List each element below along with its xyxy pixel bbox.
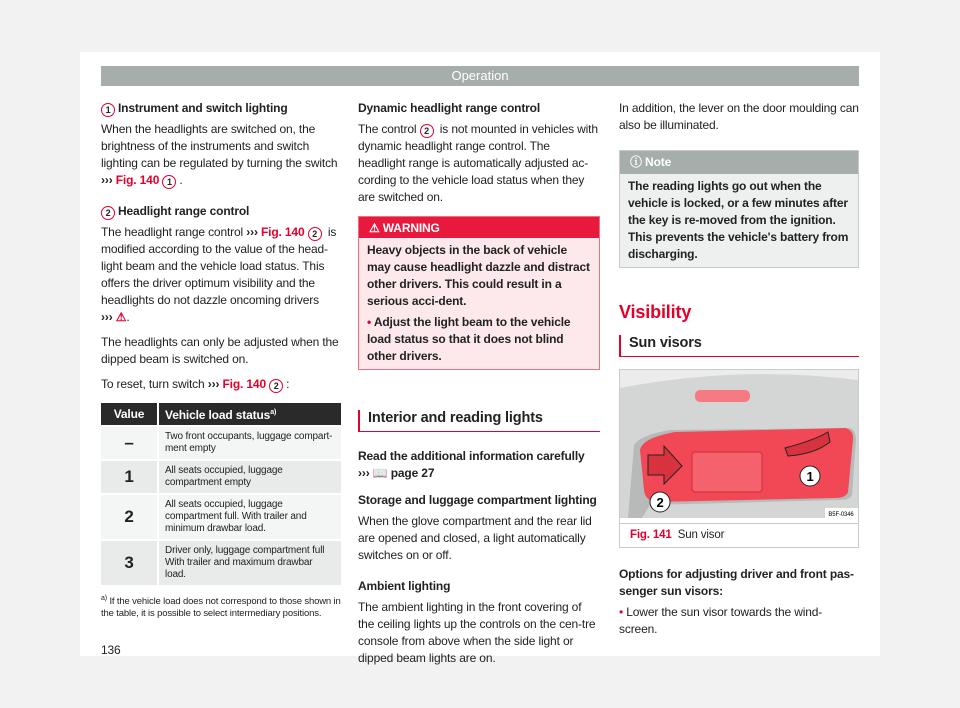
callout-2-icon: 2: [269, 379, 283, 393]
page-link[interactable]: page 27: [390, 466, 435, 480]
text: is not mounted in vehicles with dynamic headlight range control. The headlight range is automatically adjusted ac-cording to the vehicle load status when they are switched on.: [358, 122, 598, 204]
load-status-table: [101, 401, 341, 587]
running-header: Operation: [101, 66, 859, 86]
options-title: Options for adjusting driver and front pas-senger sun visors:: [619, 567, 854, 598]
bullet-icon: •: [367, 315, 372, 329]
cell-value: –: [101, 427, 159, 459]
section-instrument-lighting-title: [101, 100, 341, 117]
warning-bullet: [367, 314, 591, 365]
warning-label: WARNING: [382, 221, 440, 235]
arrow-icon: ›››: [358, 466, 370, 480]
bullet-text: Lower the sun visor towards the wind-screen.: [619, 605, 823, 636]
arrow-icon: ›››: [101, 173, 113, 187]
sun-visor-illustration: [620, 370, 858, 518]
bullet-item: [619, 604, 859, 638]
caption-text: Sun visor: [677, 529, 725, 541]
callout-2-icon: 2: [101, 206, 115, 220]
adjust-note-text: The headlights can only be adjusted when the dipped beam is switched on.: [101, 335, 339, 366]
fig-link[interactable]: Fig. 140: [260, 225, 305, 239]
note-label: Note: [645, 155, 672, 169]
reset-text: To reset, turn switch ››› Fig. 140 2 :: [101, 377, 290, 391]
figure-label: Fig. 141: [630, 529, 672, 541]
note-header: [620, 151, 858, 174]
figure-141: [619, 369, 859, 548]
table-row: [101, 541, 341, 585]
column-2: [358, 100, 600, 675]
table-row: [101, 495, 341, 539]
read-more: [358, 448, 600, 482]
text: To reset, turn switch: [101, 377, 205, 391]
warning-header: [359, 217, 599, 238]
text: Read the additional information carefully: [358, 449, 585, 463]
cell-status: All seats occupied, luggage compartment empty: [159, 461, 341, 493]
callout-1-icon: 1: [162, 175, 176, 189]
storage-lighting-text: When the glove compartment and the rear lid are opened and closed, a light automatically switches on or off.: [358, 514, 592, 562]
section-heading-interior-lights: Interior and reading lights: [358, 410, 600, 432]
warning-body: [359, 238, 599, 369]
fig-link[interactable]: Fig. 140: [222, 377, 266, 391]
section-heading-sun-visors: Sun visors: [619, 335, 859, 357]
reading-light: [695, 390, 750, 402]
section-headlight-range-title: [101, 203, 341, 220]
figure-code: B5F-0346: [828, 512, 854, 518]
ambient-lighting-title: Ambient lighting: [358, 579, 451, 593]
text: The control: [358, 122, 417, 136]
vanity-mirror: [692, 452, 762, 492]
title-text: Headlight range control: [118, 204, 250, 218]
callout-1-icon: 1: [101, 103, 115, 117]
warning-triangle-icon[interactable]: ⚠: [115, 310, 127, 324]
headlight-range-text: The headlight range control ››› Fig. 140 2 is modified according to the value of the head-light beam and the vehicle load status. This offers the driver optimum visibility and the headlights do not dazzle oncoming drivers ››› ⚠.: [101, 225, 337, 324]
arrow-icon: ›››: [101, 310, 113, 324]
header-status: [159, 403, 341, 425]
instrument-lighting-text: When the headlights are switched on, the brightness of the instruments and switch lighting can be regulated by turning the switch ››› Fig. 140 1 .: [101, 122, 338, 187]
column-1: [101, 100, 341, 659]
chapter-heading: Visibility: [619, 302, 692, 322]
note-box: [619, 150, 859, 268]
footnote-text: If the vehicle load does not correspond to those shown in the table, it is possible to select intermediary positions.: [101, 596, 341, 620]
text: When the headlights are switched on, the brightness of the instruments and switch lighting can be regulated by turning the switch: [101, 122, 338, 170]
arrow-icon: ›››: [246, 225, 258, 239]
door-lever-text: In addition, the lever on the door moulding can also be illuminated.: [619, 101, 859, 132]
table-row: [101, 427, 341, 459]
table-row: [101, 461, 341, 493]
warning-text: Heavy objects in the back of vehicle may cause headlight dazzle and distract other drivers. This could result in a serious acci-dent.: [367, 243, 590, 308]
bullet-text: Adjust the light beam to the vehicle load status so that it does not blind other drivers.: [367, 315, 571, 363]
cell-status: Two front occupants, luggage compart-ment empty: [159, 427, 341, 459]
table-header-row: [101, 403, 341, 425]
header-value: Value: [101, 403, 159, 425]
fig-link[interactable]: Fig. 140: [115, 173, 160, 187]
cell-value: 1: [101, 461, 159, 493]
cell-status: Driver only, luggage compartment full With trailer and maximum drawbar load.: [159, 541, 341, 585]
info-icon: ⓘ: [630, 155, 642, 169]
warning-icon: ⚠: [369, 221, 380, 235]
cell-value: 2: [101, 495, 159, 539]
callout-2-label: 2: [656, 495, 664, 510]
callout-1-label: 1: [806, 469, 814, 484]
bullet-icon: •: [619, 605, 624, 619]
note-text: The reading lights go out when the vehicle is locked, or a few minutes after the key is re-moved from the ignition. This prevents the vehicle's battery from discharging.: [628, 179, 849, 261]
callout-2-icon: 2: [420, 124, 434, 138]
warning-box: [358, 216, 600, 370]
ambient-lighting-text: The ambient lighting in the front covering of the ceiling lights up the controls on the cen-tre console from above when the side light or dipped beam lights are on.: [358, 600, 596, 665]
dynamic-range-title: Dynamic headlight range control: [358, 101, 541, 115]
header-text: Vehicle load status: [165, 408, 271, 422]
storage-lighting-title: Storage and luggage compartment lighting: [358, 493, 597, 507]
footnote: [101, 593, 341, 620]
callout-2-icon: 2: [308, 227, 322, 241]
text: is modified according to the value of the head-light beam and the vehicle load status. This offers the driver optimum visibility and the headlights do not dazzle oncoming drivers: [101, 225, 337, 307]
dynamic-range-text: [358, 121, 600, 206]
arrow-icon: ›››: [207, 377, 220, 391]
footnote-mark: a): [101, 595, 107, 602]
book-reference-icon[interactable]: 📖: [372, 466, 388, 480]
figure-caption: [620, 523, 858, 547]
cell-value: 3: [101, 541, 159, 585]
page-number: 136: [101, 643, 121, 658]
title-text: Instrument and switch lighting: [118, 101, 288, 115]
cell-status: All seats occupied, luggage compartment full. With trailer and minimum drawbar load.: [159, 495, 341, 539]
text: The headlight range control: [101, 225, 244, 239]
column-3: [619, 100, 859, 638]
footnote-ref: a): [270, 409, 277, 416]
